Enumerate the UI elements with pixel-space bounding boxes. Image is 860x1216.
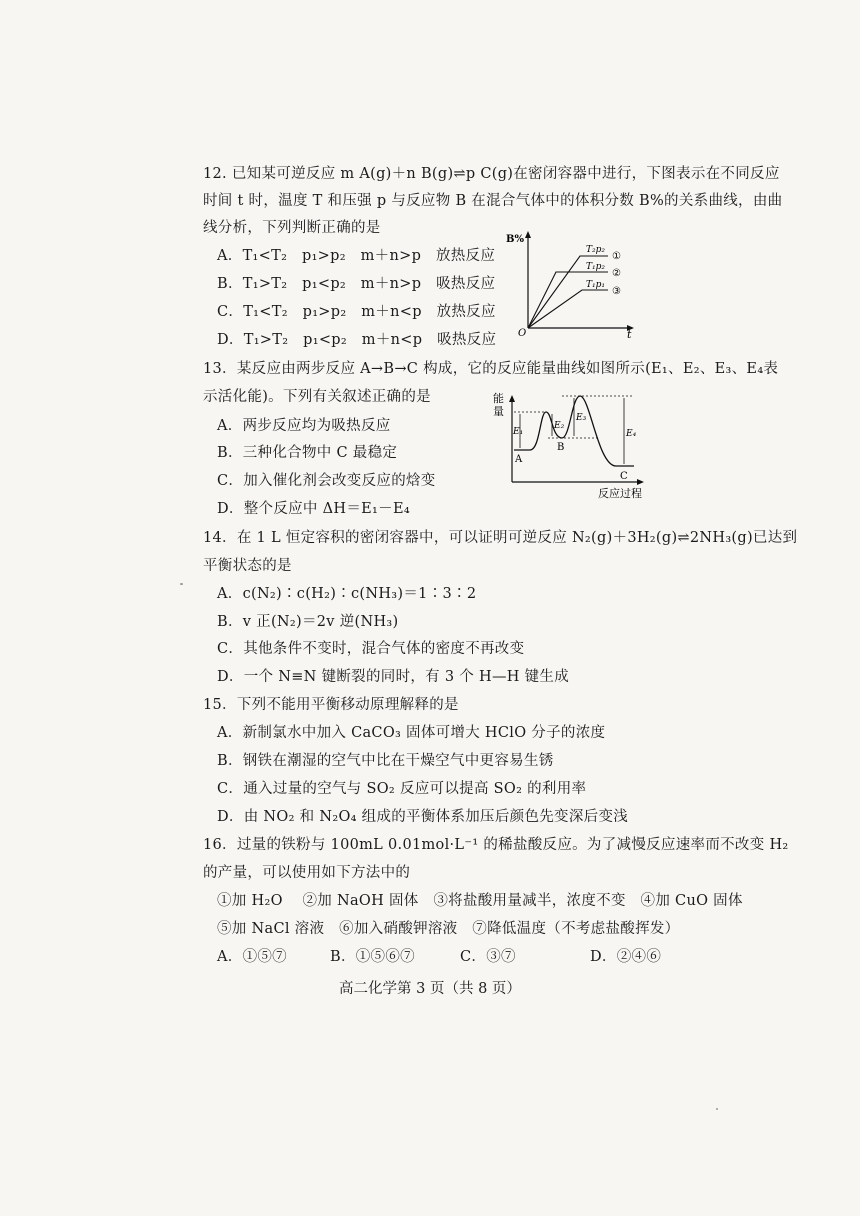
q16-answer-a: A．①⑤⑦	[217, 949, 287, 965]
q12-option-d: D．T₁>T₂ p₁<p₂ m＋n<p 吸热反应	[217, 332, 497, 348]
q13-option-a: A．两步反应均为吸热反应	[217, 418, 391, 434]
q13-option-c: C．加入催化剂会改变反应的焓变	[217, 473, 436, 489]
q12-graph-xlabel: t	[627, 328, 632, 338]
q14-stem-line1: 14．在 1 L 恒定容积的密闭容器中，可以证明可逆反应 N₂(g)＋3H₂(g)⇌2NH₃(g)已达到	[203, 530, 798, 546]
q13-stem-line1: 13．某反应由两步反应 A→B→C 构成，它的反应能量曲线如图所示(E₁、E₂、E₃、E₄表	[203, 361, 779, 377]
q15-stem-line1: 15．下列不能用平衡移动原理解释的是	[203, 697, 459, 713]
q13-energy-profile-graph	[490, 386, 650, 504]
q16-answer-b: B．①⑤⑥⑦	[330, 949, 415, 965]
q15-option-a: A．新制氯水中加入 CaCO₃ 固体可增大 HClO 分子的浓度	[217, 725, 606, 741]
q16-methods-line2: ⑤加 NaCl 溶液 ⑥加入硝酸钾溶液 ⑦降低温度（不考虑盐酸挥发）	[217, 921, 680, 937]
q12-stem-line2: 时间 t 时，温度 T 和压强 p 与反应物 B 在混合气体中的体积分数 B%的关系曲线，由曲	[203, 193, 783, 209]
q13-label-e1: E₁	[513, 427, 524, 437]
q14-option-d: D．一个 N≡N 键断裂的同时，有 3 个 H—H 键生成	[217, 669, 570, 685]
q13-label-e4: E₄	[626, 429, 637, 439]
q13-label-b: B	[557, 442, 565, 453]
q16-answer-c: C．③⑦	[460, 949, 516, 965]
q15-option-b: B．钢铁在潮湿的空气中比在干燥空气中更容易生锈	[217, 753, 554, 769]
q13-option-d: D．整个反应中 ΔH＝E₁－E₄	[217, 501, 410, 517]
q14-option-c: C．其他条件不变时，混合气体的密度不再改变	[217, 641, 525, 657]
page-footer: 高二化学第 3 页（共 8 页）	[339, 981, 521, 997]
q12-graph-ylabel: B%	[506, 234, 524, 245]
q14-option-a: A．c(N₂)∶c(H₂)∶c(NH₃)＝1∶3∶2	[217, 586, 477, 602]
q13-stem-line2: 示活化能)。下列有关叙述正确的是	[203, 389, 431, 405]
q12-stem-line1: 12. 已知某可逆反应 m A(g)＋n B(g)⇌p C(g)在密闭容器中进行，下图表示在不同反应	[203, 166, 780, 182]
q13-label-e3: E₃	[576, 413, 587, 423]
q13-graph-ylabel-top: 能	[493, 392, 504, 405]
q12-curve-1-marker: ①	[612, 251, 621, 262]
scan-speck	[716, 1108, 718, 1110]
q13-graph-xlabel: 反应过程	[598, 487, 642, 500]
q15-option-d: D．由 NO₂ 和 N₂O₄ 组成的平衡体系加压后颜色先变深后变浅	[217, 809, 629, 825]
q12-graph-origin: O	[518, 328, 527, 338]
q16-stem-line2: 的产量，可以使用如下方法中的	[203, 865, 411, 881]
q12-curve-1-label: T₂p₂	[586, 245, 605, 255]
q13-graph-ylabel-bottom: 量	[493, 405, 504, 418]
q13-option-b: B．三种化合物中 C 最稳定	[217, 445, 398, 461]
scan-speck	[180, 583, 183, 585]
q12-option-b: B．T₁>T₂ p₁<p₂ m＋n>p 吸热反应	[217, 276, 496, 292]
q16-methods-line1: ①加 H₂O ②加 NaOH 固体 ③将盐酸用量减半，浓度不变 ④加 CuO 固体	[217, 893, 743, 909]
q16-stem-line1: 16．过量的铁粉与 100mL 0.01mol·L⁻¹ 的稀盐酸反应。为了减慢反应速率而不改变 H₂	[203, 837, 789, 853]
q12-curve-2-marker: ②	[612, 268, 621, 279]
q12-curve-3-label: T₁p₁	[586, 280, 605, 290]
q14-stem-line2: 平衡状态的是	[203, 558, 292, 574]
q15-option-c: C．通入过量的空气与 SO₂ 反应可以提高 SO₂ 的利用率	[217, 781, 587, 797]
q12-stem-line3: 线分析，下列判断正确的是	[203, 220, 381, 236]
q16-answer-d: D．②④⑥	[590, 949, 662, 965]
q12-bpercent-time-graph	[500, 228, 640, 338]
q12-option-c: C．T₁<T₂ p₁>p₂ m＋n<p 放热反应	[217, 304, 496, 320]
q13-label-c: C	[620, 471, 628, 482]
q14-option-b: B．v 正(N₂)＝2v 逆(NH₃)	[217, 614, 399, 630]
q13-label-a: A	[515, 454, 523, 465]
q12-curve-2-label: T₁p₂	[586, 262, 605, 272]
q12-curve-3-marker: ③	[612, 286, 621, 297]
q13-label-e2: E₂	[554, 421, 565, 431]
q12-option-a: A．T₁<T₂ p₁>p₂ m＋n>p 放热反应	[217, 248, 496, 264]
q12-curve-3	[528, 290, 608, 328]
